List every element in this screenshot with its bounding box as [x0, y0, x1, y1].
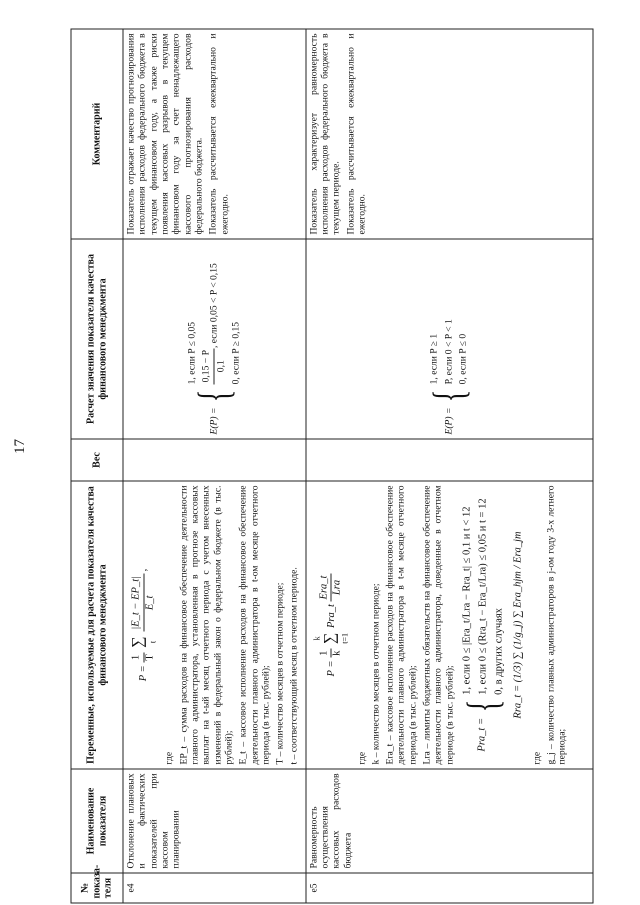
row-e4-weight: [123, 439, 306, 481]
header-weight: Вес: [71, 439, 123, 481]
rotated-table-page: [70, 30, 593, 904]
row-e5-weight: [305, 439, 592, 481]
header-name: Наименование показателя: [71, 769, 123, 873]
row-e4-where: где: [163, 751, 175, 765]
row-e4-formula: P = 1 T ∑ t |E_t − EP_t| E_t ,: [129, 568, 157, 682]
table-row-e5: [305, 29, 592, 903]
row-e5-def: g_j – количество главных администраторов в j-ом году 3-х летнего периода;: [544, 485, 568, 765]
header-num: № показа-теля: [71, 873, 123, 903]
header-comment: Комментарий: [71, 29, 123, 239]
page-number: 17: [12, 439, 28, 454]
row-e5-vars: [305, 481, 592, 769]
row-e4-num: е4: [123, 873, 306, 903]
table-header-row: [71, 29, 123, 903]
row-e5-calc: [305, 239, 592, 439]
row-e4-name: Отклонение плановых и фактических показателей при кассовом планировании: [123, 769, 306, 873]
row-e5-comment: Показатель характеризует равномерность исполнения расходов федерального бюджета в текущем периоде. Показатель рассчитывается ежеквартально и ежегодно.: [305, 29, 592, 239]
indicators-table: [70, 29, 593, 904]
row-e5-formula: P = 1 k k ∑ t=1 Pra_t Era_t Lra: [311, 575, 350, 677]
row-e5-calc-formula: E(P) = { 1, если P ≥ 1 P, если 0 < P < 1 0, если P ≤ 0: [423, 319, 473, 435]
row-e5-def: Era_t – кассовое исполнение расходов на финансовое обеспечение деятельности главного администратора в t-м месяце отчетного периода (в тыс. рублей);: [384, 485, 418, 765]
row-e4-def: EP_t – сумма расходов на финансовое обеспечение деятельности главного администратора, установленная в прогнозе кассовых выплат на t-ый месяц отчетного периода с учетом внесенных изменений в федеральный закон о федеральном бюджете (в тыс. рублей);: [177, 485, 234, 765]
row-e4-vars: [123, 481, 306, 769]
row-e5-def: k – количество месяцев в отчетном периоде;: [369, 583, 381, 765]
row-e4-def: E_t – кассовое исполнение расходов на финансовое обеспечение деятельности главного администратора в t-ом месяце отчетного периода (в тыс. рублей);: [237, 485, 271, 765]
header-vars: Переменные, используемые для расчета показателя качества финансового менеджмента: [71, 481, 123, 769]
row-e5-where2: где: [530, 751, 542, 765]
row-e5-def: Lra – лимиты бюджетных обязательств на финансовое обеспечение деятельности главного администратора, доведенные в отчетном периоде (в тыс. рублей);: [421, 485, 455, 765]
row-e5-name: Равномерность осуществления кассовых расходов бюджета: [305, 769, 592, 873]
row-e4-comment: Показатель отражает качество прогнозирования исполнения расходов федерального бюджета в текущем финансовом году, а также риски появления кассовых разрывов в текущем финансовом году за счет ненадлежащего кассового прогнозирования расходов федерального бюджета. Показатель рассчитывается ежеквартально и ежегодно.: [123, 29, 306, 239]
table-row-e4: [123, 29, 306, 903]
row-e5-pra-formula: Pra_t = { 1, если 0 ≤ |Era_t/Lra − Rra_t| ≤ 0,1 и t < 12 1, если 0 ≤ (Rra_t − Era_t/Lra) ≤ 0,05 и t = 12 0, в других случаях: [457, 498, 507, 752]
row-e5-where: где: [355, 751, 367, 765]
row-e4-def: T – количество месяцев в отчетном периоде;: [274, 582, 286, 765]
row-e4-calc: [123, 239, 306, 439]
row-e4-calc-formula: E(P) = { 1, если P ≤ 0,05 0,15 − P 0,1 , если 0,05 < P < 0,15 0, если P ≥ 0,15: [185, 263, 241, 435]
header-calc: Расчет значения показателя качества финансового менеджмента: [71, 239, 123, 439]
row-e5-num: е5: [305, 873, 592, 903]
row-e5-rra-formula: Rra_t = (1/3) ∑ (1/g_j) ∑ Era_hjm / Era_jm: [512, 531, 524, 719]
row-e4-def: t – соответствующий месяц в отчетном периоде.: [288, 567, 300, 765]
